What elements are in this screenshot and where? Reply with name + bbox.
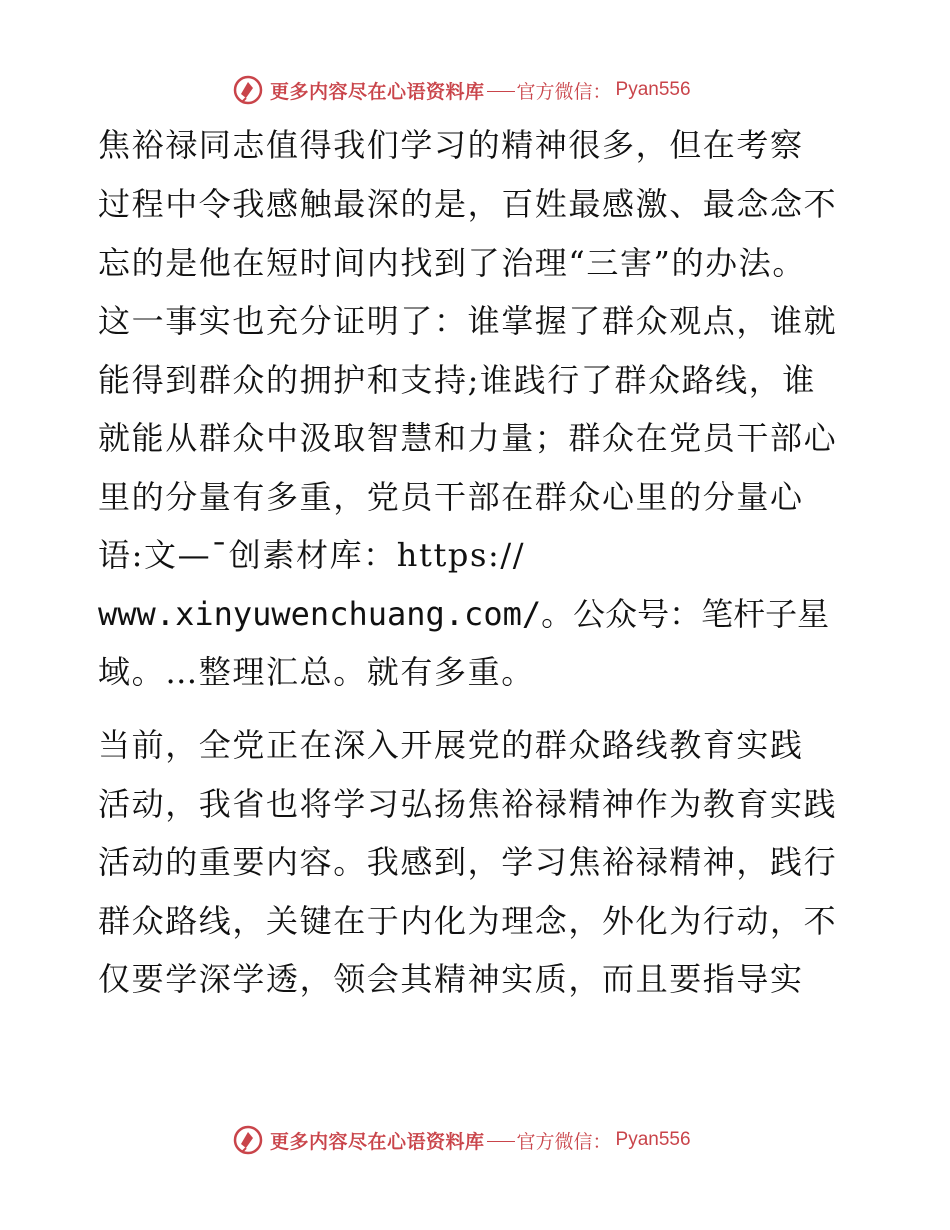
text-line: 就能从群众中汲取智慧和力量；群众在党员干部心 [98, 419, 838, 457]
text-line: 域。…整理汇总。就有多重。 [98, 653, 535, 691]
text-line: 群众路线，关键在于内化为理念，外化为行动，不 [98, 902, 838, 940]
logo-icon [232, 1124, 264, 1156]
header-banner [232, 72, 732, 108]
banner-divider [487, 1141, 515, 1142]
banner-title: 更多内容尽在心语资料库 [270, 80, 485, 103]
banner-title: 更多内容尽在心语资料库 [270, 1130, 485, 1153]
banner-divider [487, 91, 515, 92]
text-line: 里的分量有多重，党员干部在群众心里的分量心 [98, 478, 804, 516]
footer-banner [232, 1122, 732, 1158]
banner-wechat-id: Pyan556 [615, 79, 691, 100]
text-line: www.xinyuwenchuang.com/。公众号：笔杆子星 [98, 595, 830, 633]
banner-wechat-label: 官方微信： [516, 80, 612, 103]
text-line: 活动的重要内容。我感到，学习焦裕禄精神，践行 [98, 843, 838, 881]
text-line: 仅要学深学透，领会其精神实质，而且要指导实 [98, 960, 804, 998]
text-line: 焦裕禄同志值得我们学习的精神很多，但在考察 [98, 126, 804, 164]
text-line: 活动，我省也将学习弘扬焦裕禄精神作为教育实践 [98, 785, 838, 823]
banner-wechat-label: 官方微信： [516, 1130, 612, 1153]
text-line: 语:文—¯创素材库：https:// [98, 536, 526, 574]
text-line: 这一事实也充分证明了：谁掌握了群众观点，谁就 [98, 302, 838, 340]
text-line: 当前，全党正在深入开展党的群众路线教育实践 [98, 726, 804, 764]
logo-icon [232, 74, 264, 106]
banner-wechat-id: Pyan556 [615, 1129, 691, 1150]
text-line: 忘的是他在短时间内找到了治理“三害”的办法。 [98, 244, 806, 282]
text-line: 能得到群众的拥护和支持;谁践行了群众路线，谁 [98, 361, 816, 399]
text-line: 过程中令我感触最深的是，百姓最感激、最念念不 [98, 185, 838, 223]
